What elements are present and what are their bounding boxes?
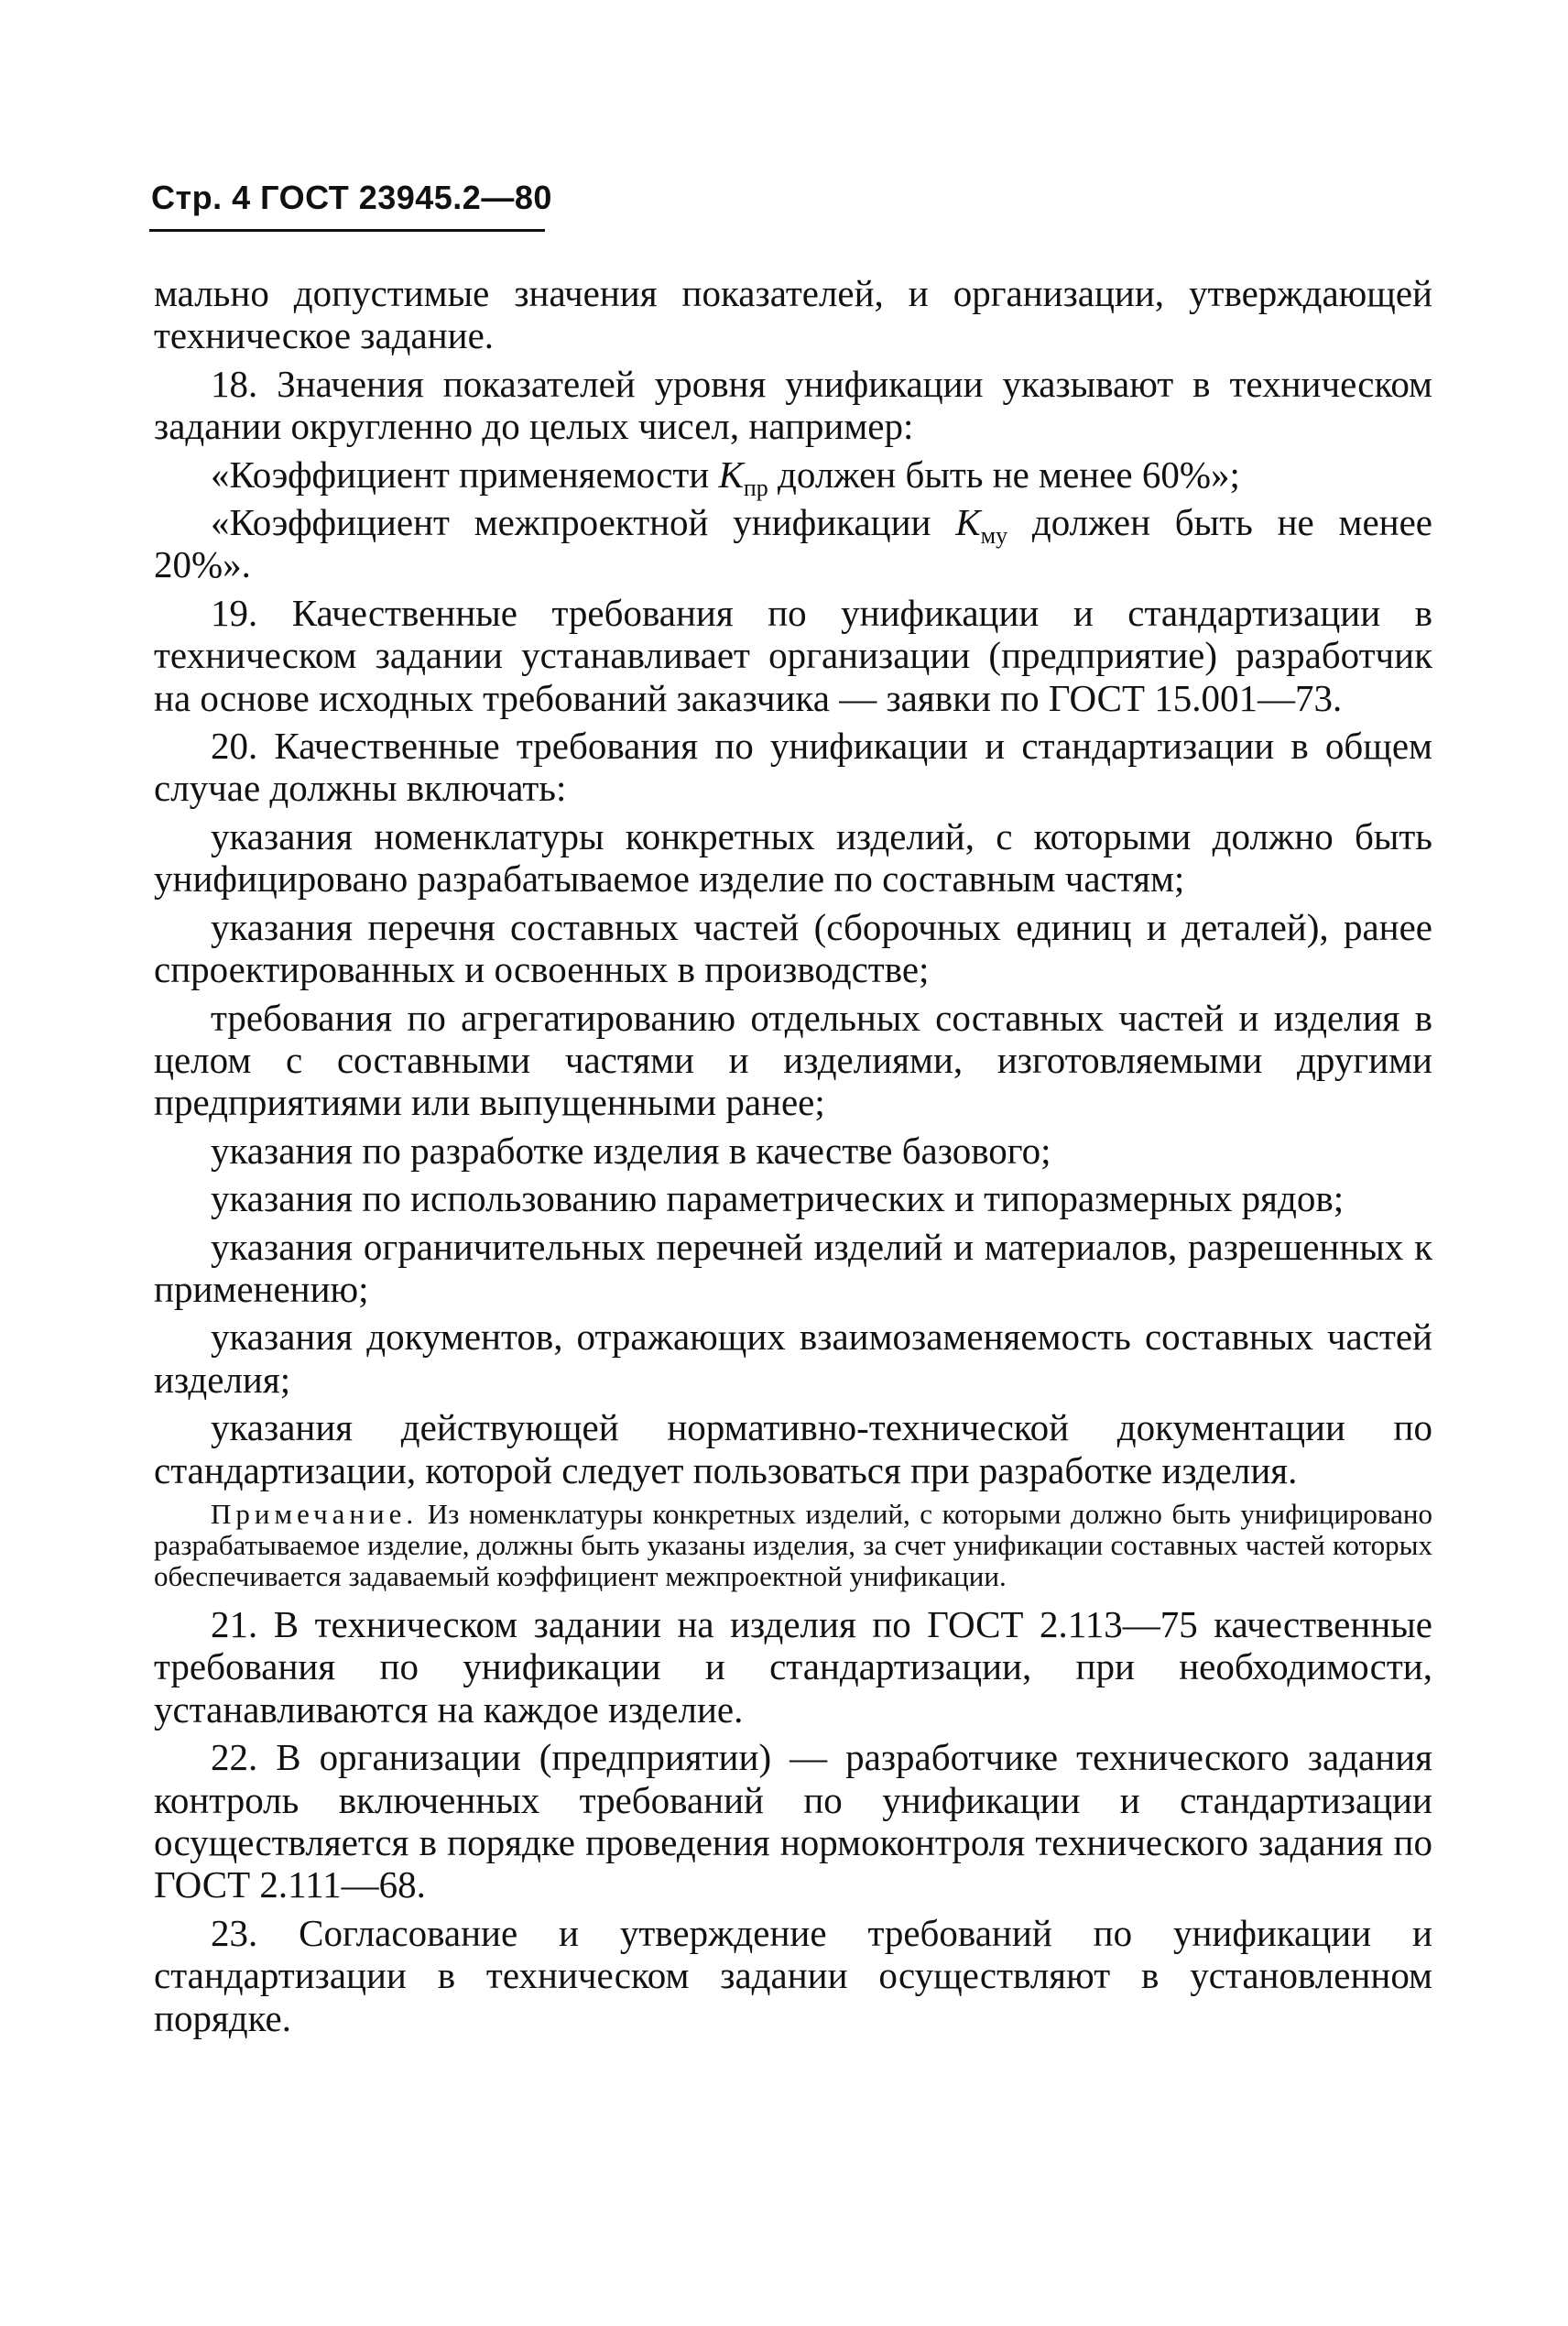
list-item: требования по агрегатированию отдельных составных частей и изделия в целом с составными частями и изделиями, изготовляемыми другими предприятиями или выпущенными ранее; bbox=[154, 996, 1432, 1124]
note-text: Из номенклатуры конкретных изделий, с которыми должно быть унифицировано разрабатываемое изделие, должны быть указаны изделия, за счет унификации составных частей которых обеспечивается задаваемый коэффициент межпроектной унификации. bbox=[154, 1497, 1432, 1592]
paragraph-18-example-2: «Коэффициент межпроектной унификации $K_{му}$ должен быть не менее 20%». bbox=[154, 501, 1432, 586]
list-item: указания документов, отражающих взаимозаменяемость составных частей изделия; bbox=[154, 1316, 1432, 1401]
list-item: указания перечня составных частей (сборочных единиц и деталей), ранее спроектированных и освоенных в производстве; bbox=[154, 905, 1432, 991]
paragraph-18: 18. Значения показателей уровня унификации указывают в техническом задании округленно до целых чисел, например: bbox=[154, 362, 1432, 448]
list-item: указания по разработке изделия в качестве базового; bbox=[211, 1129, 1051, 1172]
list-item: указания по использованию параметрических и типоразмерных рядов; bbox=[211, 1177, 1345, 1220]
standard-designation: ГОСТ 23945.2—80 bbox=[260, 179, 552, 216]
paragraph-18-example-1: «Коэффициент применяемости $K_{пр}$ должен быть не менее 60%»; bbox=[211, 453, 1240, 501]
header-rule bbox=[149, 229, 545, 232]
paragraph-intro: мально допустимые значения показателей, и организации, утверждающей техническое задание. bbox=[154, 272, 1432, 357]
paragraph-23: 23. Согласование и утверждение требований по унификации и стандартизации в техническом задании осуществляют в установленном порядке. bbox=[154, 1911, 1432, 2039]
paragraph-20: 20. Качественные требования по унификации и стандартизации в общем случае должны включать: bbox=[154, 725, 1432, 810]
paragraph-22: 22. В организации (предприятии) — разработчике технического задания контроль включенных требований по унификации и стандартизации осуществляется в порядке проведения нормоконтроля технического задания по ГОСТ 2.111—68. bbox=[154, 1736, 1432, 1906]
list-item: указания действующей нормативно-технической документации по стандартизации, которой следует пользоваться при разработке изделия. bbox=[154, 1406, 1432, 1491]
document-body bbox=[154, 272, 1432, 2045]
list-item: указания ограничительных перечней изделий и материалов, разрешенных к применению; bbox=[154, 1225, 1432, 1310]
paragraph-19: 19. Качественные требования по унификации и стандартизации в техническом задании устанавливает организации (предприятие) разработчик на основе исходных требований заказчика — заявки по ГОСТ 15.001—73. bbox=[154, 591, 1432, 719]
list-item: указания номенклатуры конкретных изделий, с которыми должно быть унифицировано разрабатываемое изделие по составным частям; bbox=[154, 814, 1432, 901]
page-label: Стр. 4 bbox=[151, 179, 251, 216]
paragraph-21: 21. В техническом задании на изделия по ГОСТ 2.113—75 качественные требования по унификации и стандартизации, при необходимости, устанавливаются на каждое изделие. bbox=[154, 1602, 1432, 1731]
note bbox=[154, 1499, 1432, 1592]
note-label: Примечание. bbox=[211, 1497, 419, 1530]
page-header bbox=[151, 179, 552, 217]
